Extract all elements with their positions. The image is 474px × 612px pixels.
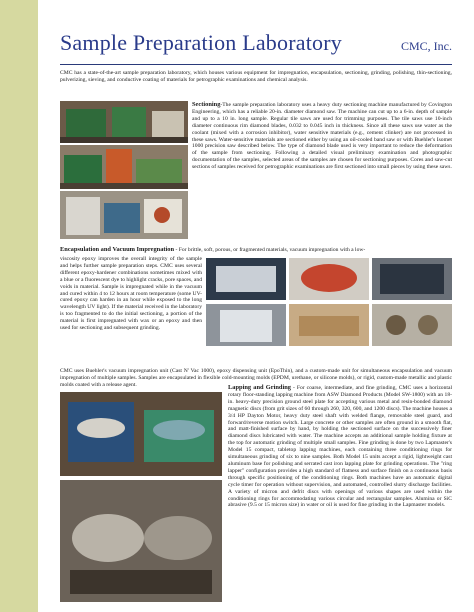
lapping-section — [228, 385, 452, 509]
encapsulation-photo-1 — [206, 258, 286, 300]
encapsulation-photo-6 — [372, 304, 452, 346]
header — [60, 28, 452, 65]
decorative-sidebar — [0, 0, 38, 612]
company-name: CMC, Inc. — [401, 39, 452, 53]
encapsulation-text: viscosity epoxy improves the overall integrity of the sample and helps further sample preparation steps. CMC uses several different epoxy-hardener combinations sometimes mixed with a blue or a fluorescent dye to highlight cracks, pore spaces, and voids in material. Sample is impregnated while in the vacuum and cured within 4 to 12 hours at room temperature (some UV-cured epoxy can harden in an hour while exposed to the long wavelength UV light). If the material received in the laboratory is too fragmented to do the initial sectioning, a portion of the material is first impregnated with wax or an epoxy and then used for sectioning and subsequent grinding. — [60, 256, 202, 332]
encapsulation-photo-grid — [206, 232, 452, 366]
sectioning-photo-3 — [60, 191, 188, 239]
page-header — [60, 28, 452, 65]
sectioning-section — [192, 102, 452, 171]
encapsulation-photo-5 — [289, 304, 369, 346]
encapsulation-lead: - For brittle, soft, porous, or fragmented materials, vacuum impregnation with a low- — [174, 247, 366, 253]
sectioning-text: -The sample preparation laboratory uses a heavy duty sectioning machine manufactured by Covington Engineering, which has a reliable 20-in. diameter diamond saw. The machine can cut up to a 6-in. depth of sample and up to a 10 in. long sample. Regular tile saws are used for trimming purposes. The tile saws use 10-inch diameter continuous rim diamond blades, 0.032 to 0.045 inch in thickness. Since all these saws use water as the coolant (mixed with a corrosion inhibitor), water sensitive materials (e.g., cement clinker) are not processed in these saws. Water-sensitive materials are sectioned either by using an oil-cooled band saw or with Buehler's Isomet 1000 precision saw described below. The type of diamond blade used is very important to reduce the deformation of the sample from sectioning. Following a detailed visual preliminary examination and photographic documentation of the samples, selected areas of the samples are chosen for sectioning purposes. Cores and saw-cut sections of samples received for petrographic examinations are first sectioned into small pieces by using these saws. — [192, 102, 452, 171]
encapsulation-photo-3 — [372, 258, 452, 300]
page-title: Sample Preparation Laboratory — [60, 30, 342, 55]
intro-paragraph: CMC has a state-of-the-art sample preparation laboratory, which houses various equipment for impregnation, encapsulation, sectioning, grinding, polishing, thin-sectioning, pulverizing, sieving, and conductive coating of materials for petrographic examinations and chemical analysis. — [60, 70, 452, 83]
lapping-text: - For coarse, intermediate, and fine grinding, CMC uses a horizontal rotary floor-standing lapping machine from ASW Diamond Products (Model SW-1800) with an 18-in. heavy-duty precision ground steel plate for accepting various metal and resin-bonded diamond magnetic discs (from grit sizes of 60 through 260, 320, 600, and 1200 discs). The machine houses a 3/4 HP Dayton Motor, heavy duty steel shaft with welded flange, removable steel guard, and forward/reverse motion switch. Large concrete or other samples are often ground in a smooth flat, and matt-finished surface by hand, by holding the sectioned surface on the successively finer diamond discs lubricated with water. The machine accepts an additional sample holding fixture at the top for automatic grinding of multiple small samples. Fine grinding is done by two Lapmaster's Model 15 compact, tabletop lapping machines, each containing three conditioning rings for simultaneous grinding of six to nine samples. Both Model 15 units accept a rigid, lightweight cast aluminum base for polishing and serrated cast iron lapping plate for grinding operations. The "ring lapper" configuration provides a high standard of flatness and surface finish on a continuous basis through specific positioning of the conditioning rings. Both machines have an automatic digital cycle timer for operation without supervision, and automated, controlled slurry discharge facilities. A variety of micron and defrit discs with openings of various shapes are used within the conditioning rings for accommodating various circular and rectangular samples. Alumina or SiC abrasive (9.5 or 15 micron size) in water or oil is used for fine grinding in the Lapmaster models. — [228, 385, 452, 509]
lapping-photo-1 — [60, 392, 222, 476]
lapping-heading: Lapping and Grinding — [228, 384, 292, 391]
encapsulation-tail: CMC uses Buehler's vacuum impregnation unit (Cast N' Vac 1000), epoxy dispensing unit (EpoThin), and a custom-made unit for simultaneous encapsulation and vacuum impregnation of multiple samples. Samples are encapsulated in flexible cold-mounting molds (EPDM, urethane, or silicone molds), or rigid, custom-made metallic and plastic molds coated with a release agent. — [60, 368, 452, 388]
lapping-photo-2 — [60, 480, 222, 602]
encapsulation-heading: Encapsulation and Vacuum Impregnation — [60, 246, 175, 253]
sectioning-heading: Sectioning — [192, 101, 221, 108]
encapsulation-photo-4 — [206, 304, 286, 346]
sectioning-photo-2 — [60, 145, 188, 189]
encapsulation-photo-2 — [289, 258, 369, 300]
sectioning-photo-1 — [60, 101, 188, 143]
